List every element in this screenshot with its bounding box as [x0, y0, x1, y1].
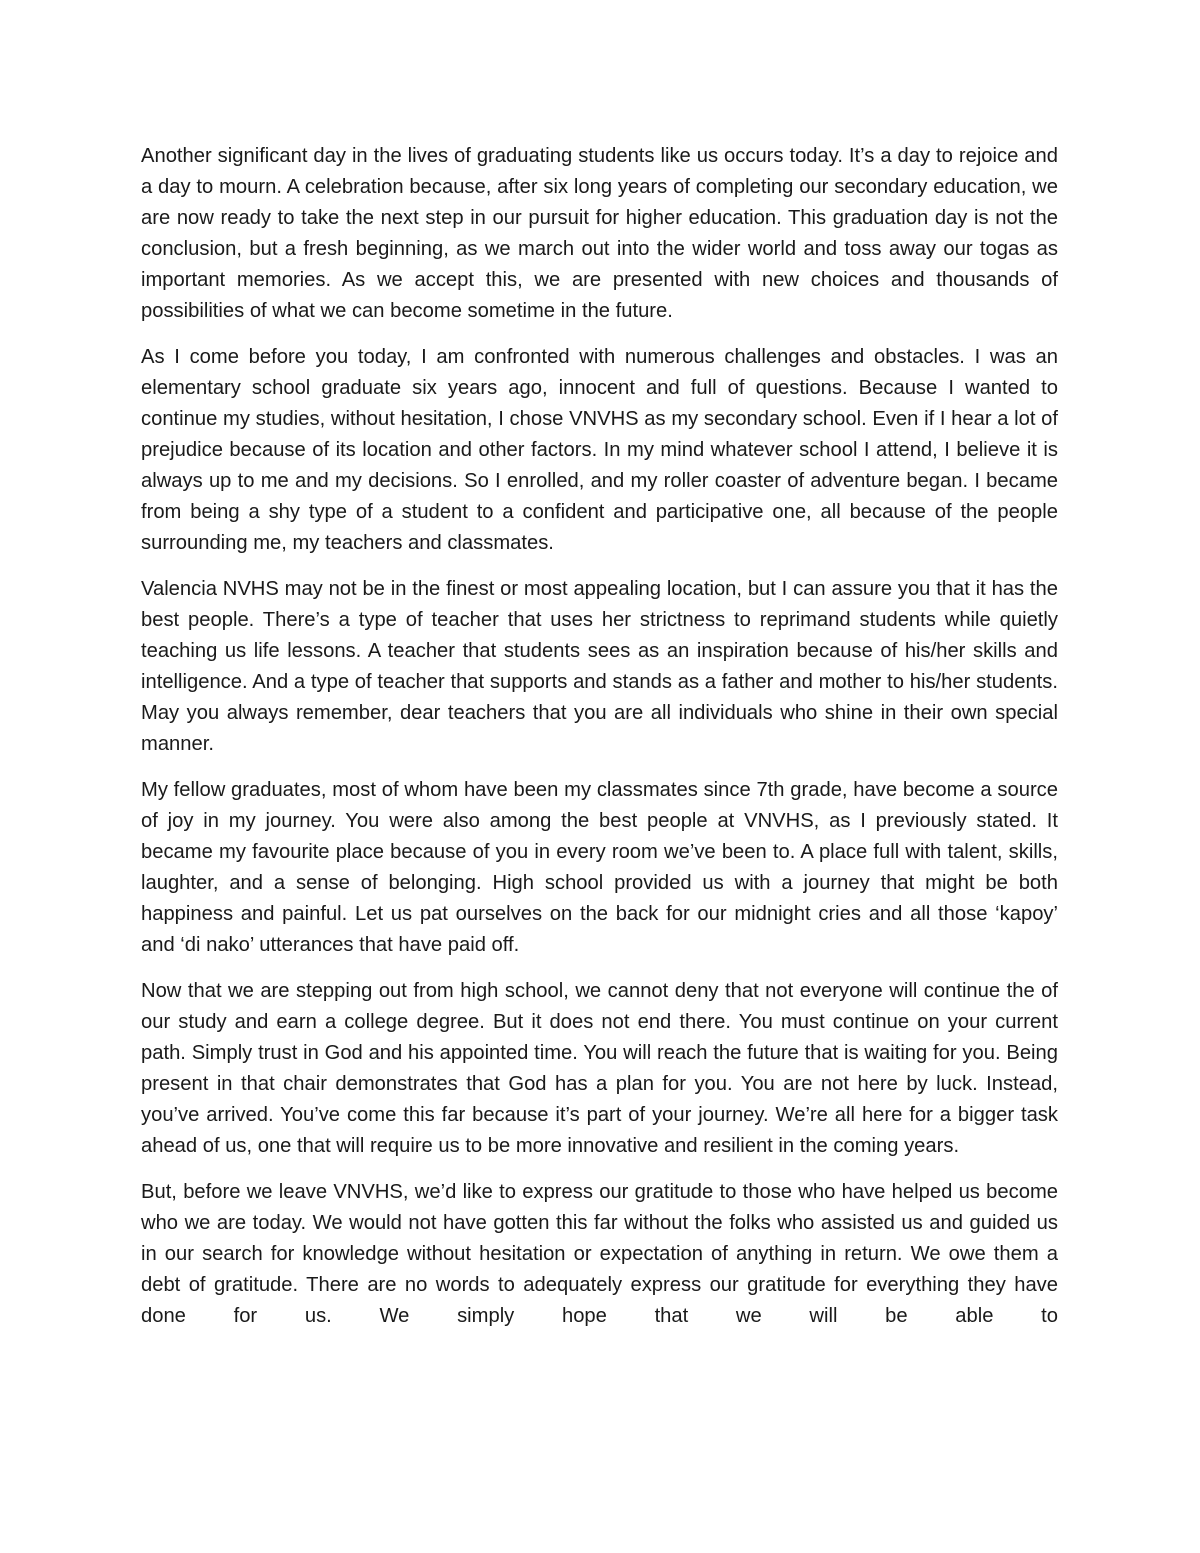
paragraph-6: But, before we leave VNVHS, we’d like to express our gratitude to those who have helped us become who we are today. We would not have gotten this far without the folks who assisted us and guided us in our search for knowledge without hesitation or expectation of anything in return. We owe them a debt of gratitude. There are no words to adequately express our gratitude for everything they have done for us. We simply hope that we will be able to	[141, 1181, 1058, 1327]
paragraph-5: Now that we are stepping out from high school, we cannot deny that not everyone will continue the of our study and earn a college degree. But it does not end there. You must continue on your current path. Simply trust in God and his appointed time. You will reach the future that is waiting for you. Being present in that chair demonstrates that God has a plan for you. You are not here by luck. Instead, you’ve arrived. You’ve come this far because it’s part of your journey. We’re all here for a bigger task ahead of us, one that will require us to be more innovative and resilient in the coming years.	[141, 980, 1058, 1157]
paragraph-3: Valencia NVHS may not be in the finest or most appealing location, but I can assure you that it has the best people. There’s a type of teacher that uses her strictness to reprimand students while quietly teaching us life lessons. A teacher that students sees as an inspiration because of his/her skills and intelligence. And a type of teacher that supports and stands as a father and mother to his/her students. May you always remember, dear teachers that you are all individuals who shine in their own special manner.	[141, 578, 1058, 755]
paragraph-1: Another significant day in the lives of graduating students like us occurs today. It’s a day to rejoice and a day to mourn. A celebration because, after six long years of completing our secondary education, we are now ready to take the next step in our pursuit for higher education. This graduation day is not the conclusion, but a fresh beginning, as we march out into the wider world and toss away our togas as important memories. As we accept this, we are presented with new choices and thousands of possibilities of what we can become sometime in the future.	[141, 145, 1058, 322]
paragraph-2: As I come before you today, I am confronted with numerous challenges and obstacles. I was an elementary school graduate six years ago, innocent and full of questions. Because I wanted to continue my studies, without hesitation, I chose VNVHS as my secondary school. Even if I hear a lot of prejudice because of its location and other factors. In my mind whatever school I attend, I believe it is always up to me and my decisions. So I enrolled, and my roller coaster of adventure began. I became from being a shy type of a student to a confident and participative one, all because of the people surrounding me, my teachers and classmates.	[141, 346, 1058, 554]
paragraph-4: My fellow graduates, most of whom have been my classmates since 7th grade, have become a source of joy in my journey. You were also among the best people at VNVHS, as I previously stated. It became my favourite place because of you in every room we’ve been to. A place full with talent, skills, laughter, and a sense of belonging. High school provided us with a journey that might be both happiness and painful. Let us pat ourselves on the back for our midnight cries and all those ‘kapoy’ and ‘di nako’ utterances that have paid off.	[141, 779, 1058, 956]
document-body	[141, 141, 1058, 1347]
